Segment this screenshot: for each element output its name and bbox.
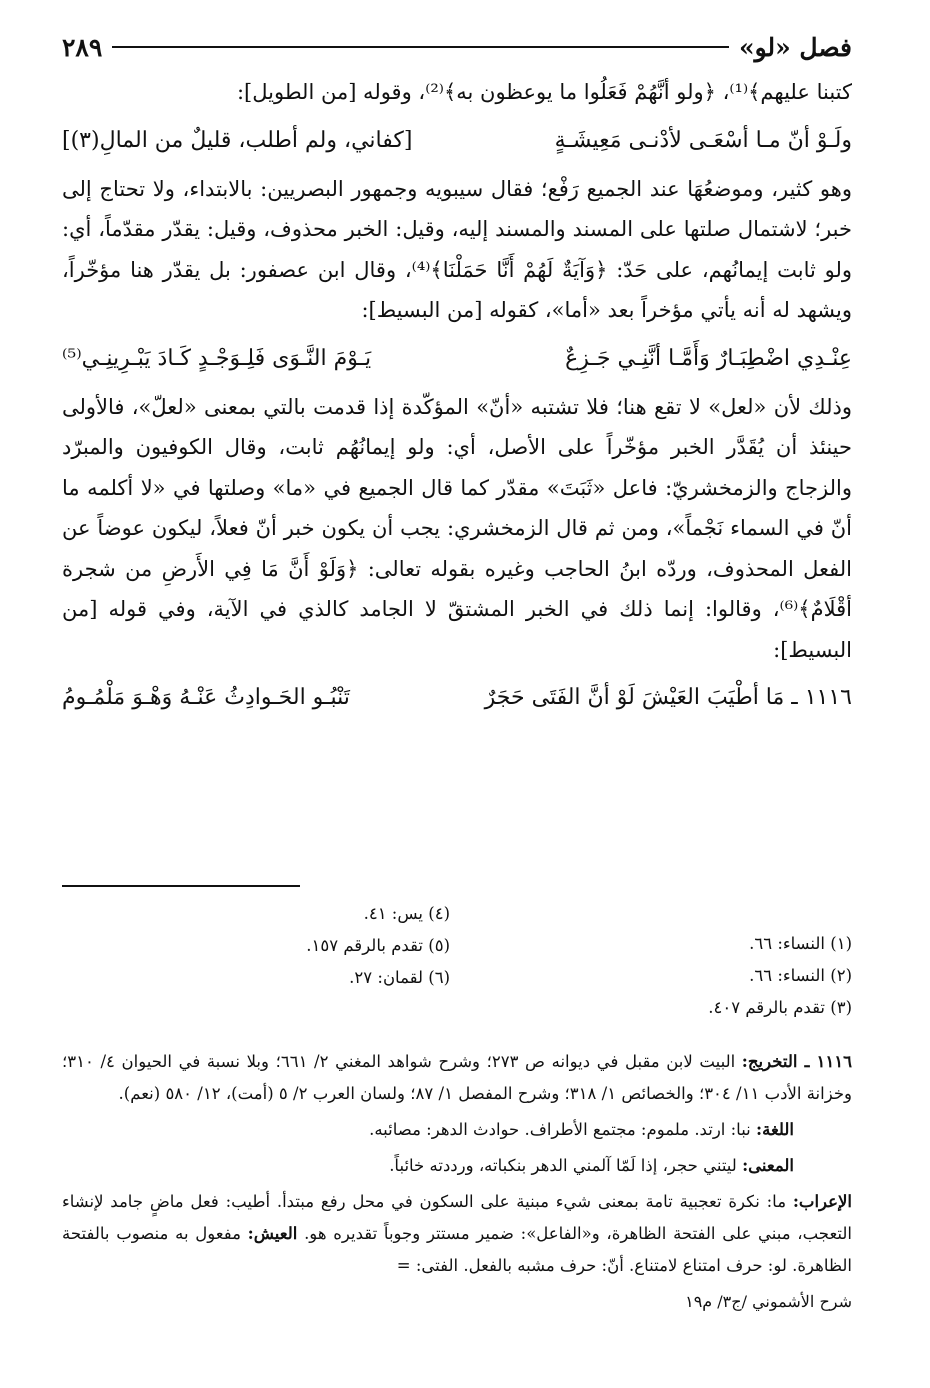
verse-line (62, 117, 852, 165)
verse-second-hemistich: يَـوْمَ النَّـوَى فَلِـوَجْـدٍ كَـادَ يَبْـرِينِـي⁽⁵⁾ (62, 345, 372, 371)
lugha-paragraph (62, 1114, 852, 1146)
verse-commentary (62, 1046, 852, 1318)
aysh-label: العيش: (247, 1224, 298, 1243)
verse-line (62, 674, 852, 722)
book-signature: شرح الأشموني /ج٣/ م١٩ (685, 1292, 852, 1311)
header-rule (112, 46, 729, 48)
footnote-5: (٥) تقدم بالرقم ١٥٧. (306, 936, 450, 955)
verse-line (62, 335, 852, 383)
verse-first-hemistich: ولَـوْ أنّ مـا أسْعَـى لأدْنـى مَعِيشَـةٍ (554, 127, 852, 153)
maana-paragraph (62, 1150, 852, 1182)
footnote-6: (٦) لقمان: ٢٧. (349, 968, 450, 987)
irab-label: الإعراب: (792, 1192, 852, 1211)
lugha-label: اللغة: (756, 1120, 794, 1139)
footnotes (62, 898, 852, 1024)
paragraph: كتبنا عليهم﴾⁽¹⁾، ﴿ولو أنَّهُمْ فَعَلُوا ما يوعظون به﴾⁽²⁾، وقوله [من الطويل]: (236, 80, 852, 104)
aysh-text: مفعول به منصوب بالفتحة الظاهرة. لو: حرف امتناع لامتناع. أنّ: حرف مشبه بالفعل. الفتى: = (62, 1224, 852, 1275)
verse-first-hemistich: ١١١٦ ـ مَا أطْيَبَ العَيْشَ لَوْ أنَّ الفَتَى حَجَرٌ (484, 685, 852, 710)
footnote-column-left (70, 898, 462, 1024)
footnote-1: (١) النساء: ٦٦. (749, 934, 852, 953)
page-header (62, 28, 852, 66)
maana-text: ليتني حجر، إذا لَمّا آلمني الدهر بنكباته، ورددته خائباً. (389, 1156, 743, 1175)
takhrij-paragraph (62, 1046, 852, 1110)
verse-first-hemistich: عِنْـدِي اضْطِبَـارٌ وَأَمَّـا أنَّنِـي جَـزِعٌ (565, 345, 852, 371)
footnote-column-right (462, 898, 852, 1024)
verse-second-hemistich: تَنْبُـو الحَـوادِثُ عَنْـهُ وَهْـوَ مَلْمُـومُ (62, 685, 350, 710)
takhrij-label: ١١١٦ ـ التخريج: (741, 1052, 852, 1071)
paragraph: وذلك لأن «لعل» لا تقع هنا؛ فلا تشتبه «أنّ» المؤكّدة إذا قدمت بالتي بمعنى «لعلّ»، فالأولى حينئذ أن يُقَدَّر الخبر مؤخّراً على الأصل، أي: ولو إيمانُهُم ثابت، وقال الكوفيون والمبرّد والزجاج والزمخشريّ: فاعل «ثَبَتَ» مقدّر كما قال الجميع في «ما» وصلتها في «لا أكلمه ما أنّ في السماء نَجْماً»، ومن ثم قال الزمخشري: يجب أن يكون خبر أنّ فعلاً، ليكون عوضاً عن الفعل المحذوف، وردّه ابنُ الحاجب وغيره بقوله تعالى: ﴿وَلَوْ أَنَّ مَا فِي الأَرضِ من شجرة أقْلَامٌ﴾⁽⁶⁾، وقالوا: إنما ذلك في الخبر المشتقّ لا الجامد كالذي في الآية، وفي قوله [من البسيط]: (62, 394, 852, 662)
chapter-title: فصل «لو» (738, 32, 852, 62)
irab-paragraph (62, 1186, 852, 1282)
footnote-4: (٤) يس: ٤١. (363, 904, 450, 923)
paragraph: وهو كثير، وموضعُهَا عند الجميع رَفْع؛ فقال سيبويه وجمهور البصريين: بالابتداء، ولا تحتاج إلى خبر؛ لاشتمال صلتها على المسند والمسند إليه، وقيل: الخبر محذوف، وقيل: يقدّر مقدّماً، أي: ولو ثابت إيمانُهم، على حَدّ: ﴿وَآيَةٌ لَهُمْ أَنَّا حَمَلْنَا﴾⁽⁴⁾، وقال ابن عصفور: بل يقدّر هنا مؤخّراً، ويشهد له أنه يأتي مؤخراً بعد «أما»، كقوله [من البسيط]: (62, 176, 852, 322)
verse-second-hemistich: [كفاني، ولم أطلب، قليلٌ من المالِ(٣)] (62, 127, 413, 153)
footnote-separator (62, 885, 300, 887)
maana-label: المعنى: (742, 1156, 794, 1175)
page-number: ٢٨٩ (62, 32, 103, 62)
book-page (62, 28, 853, 1311)
footnote-3: (٣) تقدم بالرقم ٤٠٧. (708, 998, 852, 1017)
takhrij-text: البيت لابن مقبل في ديوانه ص ٢٧٣؛ وشرح شواهد المغني ٢/ ٦٦١؛ وبلا نسبة في الحيوان ٤/ ٣١٠؛ وخزانة الأدب ١١/ ٣٠٤؛ والخصائص ١/ ٣١٨؛ وشرح المفصل ١/ ٨٧؛ ولسان العرب ٢/ ٥ (أمت)، ١٢/ ٥٨٠ (نعم). (62, 1052, 852, 1103)
main-text (62, 72, 852, 722)
footnote-2: (٢) النساء: ٦٦. (749, 966, 852, 985)
lugha-text: نبا: ارتد. ملموم: مجتمع الأطراف. حوادث الدهر: مصائبه. (369, 1120, 757, 1139)
irab-text: ما: نكرة تعجبية تامة بمعنى شيء مبنية على السكون في محل رفع مبتدأ. أطيب: فعل ماضٍ جامد لإنشاء التعجب، مبني على الفتحة الظاهرة، و«الفاعل»: ضمير مستتر وجوباً تقديره هو. (62, 1192, 853, 1243)
